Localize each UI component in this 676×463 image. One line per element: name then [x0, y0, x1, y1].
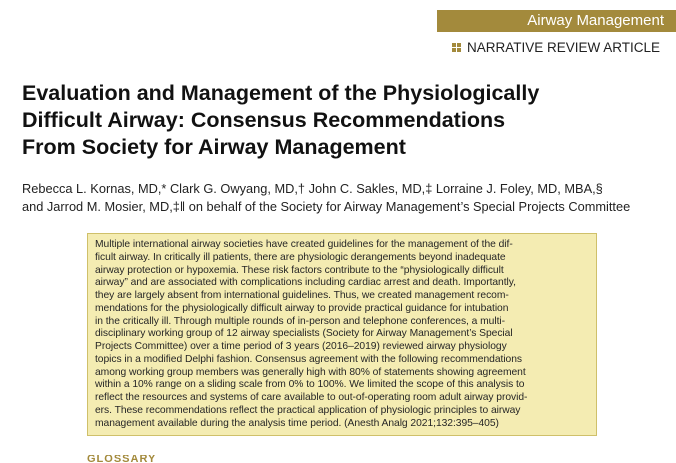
square-grid-icon	[452, 43, 461, 52]
title-line: Evaluation and Management of the Physiologically	[22, 81, 540, 105]
article-type-label	[452, 40, 660, 55]
abstract-line: topics in a modified Delphi fashion. Consensus agreement with the following recommendations	[95, 353, 523, 365]
article-title	[22, 80, 662, 161]
title-line: From Society for Airway Management	[22, 135, 406, 159]
abstract-line: within a 10% range on a sliding scale from 0% to 100%. We limited the scope of this analysis to	[95, 379, 525, 391]
abstract-line: ficult airway. In critically ill patients, there are physiologic derangements beyond inadequate	[95, 251, 506, 263]
abstract-line: Multiple international airway societies have created guidelines for the management of the dif-	[95, 239, 513, 250]
abstract-line: airway protection or hypoxemia. These risk factors contribute to the “physiologically difficult	[95, 264, 504, 276]
abstract-line: disciplinary working group of 12 airway specialists (Society for Airway Management’s Special	[95, 328, 513, 340]
glossary-heading-text: GLOSSARY	[87, 455, 157, 463]
abstract-line: in the critically ill. Through multiple rounds of in-person and telephone conferences, a multi-	[95, 315, 506, 327]
abstract-line: Projects Committee) over a time period of 3 years (2016–2019) reviewed airway physiology	[95, 341, 507, 352]
abstract-line: management available during the analysis time period. (Anesth Analg 2021;132:395–405)	[95, 417, 499, 429]
author-line: Rebecca L. Kornas, MD,* Clark G. Owyang, MD,† John C. Sakles, MD,‡ Lorraine J. Foley, MD, MBA,§	[22, 181, 603, 196]
abstract-line: among working group members was generally high with 80% of statements showing agreement	[95, 366, 526, 378]
abstract-box	[87, 233, 597, 436]
author-line: and Jarrod M. Mosier, MD,‡‖ on behalf of the Society for Airway Management’s Special Projects Committee	[22, 199, 631, 214]
abstract-line: reflect the resources and systems of care available to out-of-operating room adult airway provid-	[95, 392, 528, 403]
abstract-line: mendations for the physiologically difficult airway to provide practical guidance for intubation	[95, 302, 509, 314]
article-type-text: NARRATIVE REVIEW ARTICLE	[467, 40, 661, 55]
author-list	[22, 180, 672, 216]
title-line: Difficult Airway: Consensus Recommendations	[22, 108, 506, 132]
abstract-line: airway” and are associated with complications including cardiac arrest and death. Importantly,	[95, 277, 516, 289]
section-label: Airway Management	[437, 10, 676, 32]
abstract-line: they are largely absent from international guidelines. Thus, we created management recom-	[95, 290, 509, 301]
abstract-line: ers. These recommendations reflect the practical application of physiologic principles to airway	[95, 404, 521, 416]
